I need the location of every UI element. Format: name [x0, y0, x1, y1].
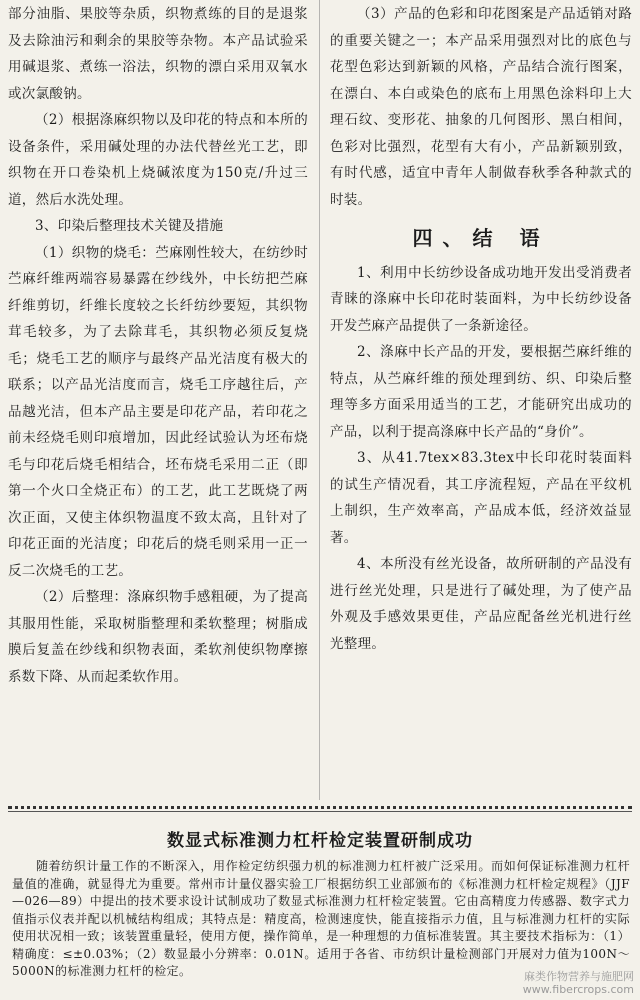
conclusion-item-2: 2、涤麻中长产品的开发，要根据苎麻纤维的特点，从苎麻纤维的预处理到纺、织、印染后整理等多方面采用适当的工艺，才能研究出成功的产品，以利于提高涤麻中长产品的“身价”。 [330, 344, 632, 440]
right-column [330, 1, 632, 657]
left-paragraph-2: （2）根据涤麻织物以及印花的特点和本所的设备条件，采用碱处理的办法代替丝光工艺，即织物在开口卷染机上烧碱浓度为150克/升过三道，然后水洗处理。 [8, 112, 308, 208]
dotted-separator [8, 806, 632, 809]
conclusion-item-1: 1、利用中长纺纱设备成功地开发出受消费者青睐的涤麻中长印花时装面料，为中长纺纱设备开发苎麻产品提供了一条新途径。 [330, 264, 632, 334]
left-paragraph-1: 部分油脂、果胶等杂质，织物煮练的目的是退浆及去除油污和剩余的果胶等杂物。本产品试验采用碱退浆、煮练一浴法，织物的漂白采用双氧水或次氯酸钠。 [8, 6, 308, 102]
news-article-body: 随着纺织计量工作的不断深入，用作检定纺织强力机的标准测力杠杆被广泛采用。而如何保证标准测力杠杆量值的准确，就显得尤为重要。常州市计量仪器实验工厂根据纺织工业部颁布的《标准测力杠杆检定规程》（JJF—026—89）中提出的技术要求设计试制成功了数显式标准测力杠杆检定装置。它由高精度力传感器、数字式力值指示仪表并配以机械结构组成；其特点是：精度高，检测速度快，能直接指示力值，且与标准测力杠杆的实际使用状况相一致；该装置重量轻，使用方便，操作简单，是一种理想的力值标准装置。其主要技术指标为：（1）精确度：≤±0.03%；（2）数显最小分辨率：0.01N。适用于各省、市纺织计量检测部门开展对力值为100N～5000N的标准测力杠杆的检定。 [12, 859, 630, 978]
right-paragraph-1: （3）产品的色彩和印花图案是产品适销对路的重要关键之一；本产品采用强烈对比的底色与花型色彩达到新颖的风格，产品结合流行图案，在漂白、本白或染色的底布上用黑色涂料印上大理石纹、变形花、抽象的几何图形、黑白相间，色彩对比强烈，花型有大有小，产品新颖别致，有时代感，适宜中青年人制做春秋季各种款式的时装。 [330, 6, 632, 208]
news-article-title: 数显式标准测力杠杆检定装置研制成功 [167, 831, 473, 851]
left-paragraph-3: （1）织物的烧毛：苎麻刚性较大，在纺纱时苎麻纤维两端容易暴露在纱线外，中长纺把苎麻纤维剪切，纤维长度较之长纤纺纱要短，其织物茸毛较多，为了去除茸毛，其织物必须反复烧毛；烧毛工艺的顺序与最终产品光洁度有极大的联系；以产品光洁度而言，烧毛工序越往后，产品越光洁，但本产品主要是印花产品，若印花之前未经烧毛则印痕增加，因此经试验认为坯布烧毛与印花后烧毛相结合，坯布烧毛采用二正（即第一个火口全烧正布）的工艺，此工艺既烧了两次正面，又使主体织物温度不致太高，且针对了印花正面的光洁度；印花后的烧毛则采用一正一反二次烧毛的工艺。 [8, 244, 308, 579]
conclusion-item-4: 4、本所没有丝光设备，故所研制的产品没有进行丝光处理，只是进行了碱处理，为了使产品外观及手感效果更佳，产品应配备丝光机进行丝光整理。 [330, 556, 632, 652]
left-column [8, 1, 308, 690]
conclusion-item-3: 3、从41.7tex×83.3tex中长印花时装面料的试生产情况看，其工序流程短，产品在平纹机上制织，生产效率高，产品成本低，经济效益显著。 [330, 450, 632, 546]
site-watermark [523, 970, 634, 996]
solid-separator [8, 811, 632, 812]
left-heading-3: 3、印染后整理技术关键及措施 [35, 218, 224, 234]
column-divider [319, 0, 320, 800]
watermark-line-1: 麻类作物营养与施肥网 [524, 970, 634, 983]
watermark-line-2: www.fibercrops.com [522, 983, 634, 996]
left-paragraph-4: （2）后整理：涤麻织物手感粗硬，为了提高其服用性能，采取树脂整理和柔软整理；树脂成膜后复盖在纱线和织物表面，柔软剂使织物摩擦系数下降、从而起柔软作用。 [8, 589, 308, 685]
section-title-conclusion: 四、结 语 [412, 226, 550, 250]
